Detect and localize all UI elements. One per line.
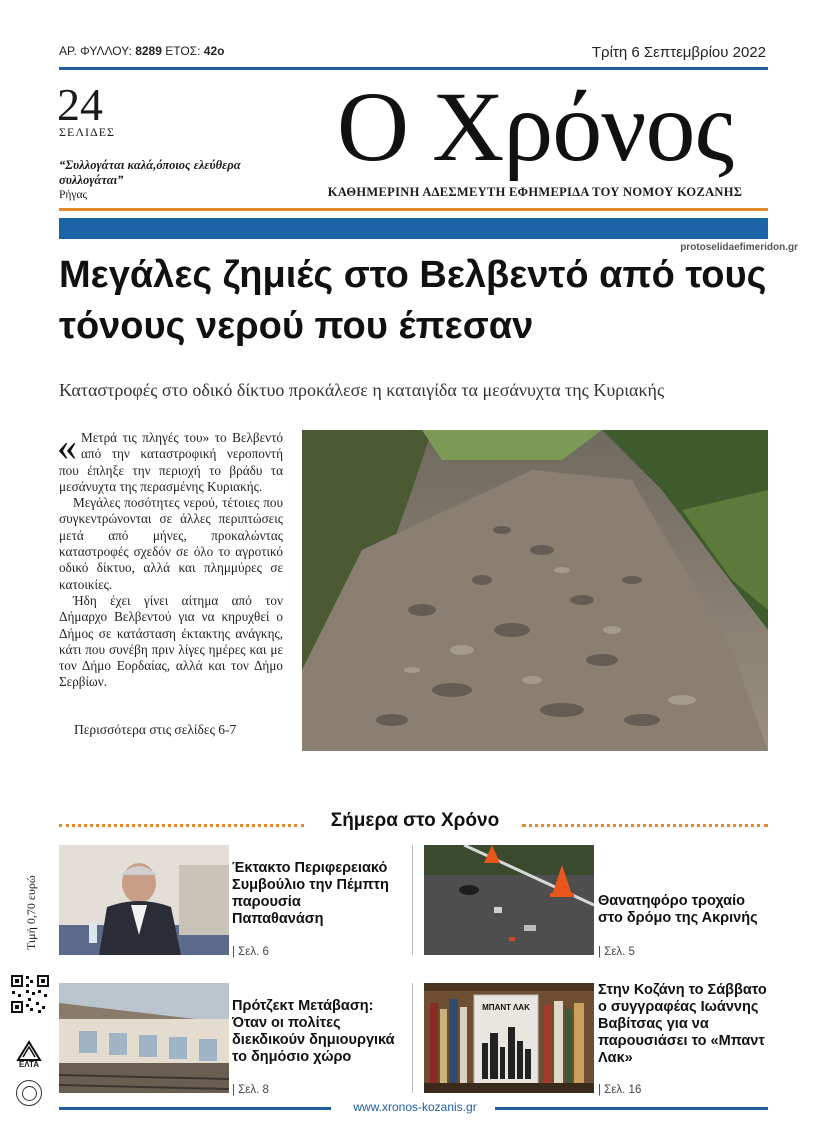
motto-author: Ρήγας: [59, 189, 88, 201]
news-page-council: | Σελ. 6: [232, 946, 269, 958]
news-thumb-book[interactable]: [424, 983, 594, 1093]
lead-headline[interactable]: Μεγάλες ζημιές στο Βελβεντό από τους τόνους νερού που έπεσαν: [59, 254, 767, 347]
lead-photo[interactable]: [302, 430, 768, 751]
issue-info: ΑΡ. ΦΥΛΛΟΥ: 8289 ΕΤΟΣ: 42ο: [59, 44, 225, 58]
masthead-tagline: ΚΑΘΗΜΕΡΙΝΗ ΑΔΕΣΜΕΥΤΗ ΕΦΗΜΕΡΙΔΑ ΤΟΥ ΝΟΜΟΥ ΚΟΖΑΝΗΣ: [327, 185, 743, 199]
masthead-logo: Ο Χρόνος: [336, 71, 734, 182]
book-title: ΜΠΑΝΤ ΛΑΚ: [482, 1003, 530, 1012]
section-title: Σήμερα στο Χρόνο: [330, 810, 500, 831]
lead-subheadline: Καταστροφές στο οδικό δίκτυο προκάλεσε η καταιγίδα τα μεσάνυχτα της Κυριακής: [59, 380, 665, 400]
article-paragraph: « Μετρά τις πληγές του» το Βελβεντό από την καταστροφική νεροποντή που έπληξε την περιοχή το βράδυ τα μεσάνυχτα της περασμένης Κυριακής.: [57, 424, 283, 494]
column-separator: [412, 845, 413, 955]
news-thumb-council[interactable]: [59, 845, 229, 955]
news-page-project: | Σελ. 8: [232, 1084, 269, 1096]
website-link[interactable]: www.xronos-kozanis.gr: [353, 1100, 477, 1114]
article-paragraph: Ήδη έχει γίνει αίτημα από τον Δήμαρχο Βελβεντού για να κηρυχθεί ο Δήμος σε κατάσταση έκτακτης ανάγκης, κάτι που συνέβη πριν λίγες ημέρες και με τον Δήμο Εορδαίας, αλλά και τον Δήμο Σερβίων.: [59, 592, 283, 690]
column-separator: [412, 983, 413, 1093]
lead-more-link[interactable]: Περισσότερα στις σελίδες 6-7: [74, 722, 237, 737]
news-thumb-station[interactable]: [59, 983, 229, 1093]
news-title-accident[interactable]: Θανατηφόρο τροχαίο στο δρόμο της Ακρινής: [598, 893, 758, 926]
news-title-project[interactable]: Πρότζεκτ Μετάβαση: Όταν οι πολίτες διεκδικούν δημιουργικά το δημόσιο χώρο: [232, 998, 395, 1065]
blue-band: [59, 218, 768, 239]
lead-article: [57, 424, 283, 691]
news-page-book: | Σελ. 16: [598, 1084, 642, 1096]
section-dots-right: [522, 824, 768, 827]
elta-label: ΕΛΤΑ: [18, 1060, 40, 1069]
pages-label: ΣΕΛΙΔΕΣ: [59, 125, 116, 139]
news-title-book[interactable]: Στην Κοζάνη το Σάββατο ο συγγραφέας Ιωάννης Βαβίτσας για να παρουσιάσει το «Μπαντ Λακ»: [598, 982, 767, 1066]
top-rule: [59, 67, 768, 70]
issue-date: Τρίτη 6 Σεπτεμβρίου 2022: [591, 44, 766, 61]
news-title-council[interactable]: Έκτακτο Περιφερειακό Συμβούλιο την Πέμπτη παρουσία Παπαθανάση: [232, 860, 389, 927]
pages-number: 24: [57, 79, 103, 130]
quote-mark-icon: «: [57, 424, 77, 469]
footer-rule-right: [495, 1107, 768, 1110]
motto-quote: “Συλλογάται καλά,όποιος ελεύθερα συλλογάται”: [59, 158, 241, 187]
news-thumb-accident[interactable]: [424, 845, 594, 955]
news-page-accident: | Σελ. 5: [598, 946, 635, 958]
watermark: protoselidaefimeridon.gr: [680, 242, 798, 253]
elta-logo-icon: [14, 1038, 44, 1070]
motto: [59, 158, 249, 203]
article-paragraph: Μεγάλες ποσότητες νερού, τέτοιες που συγκεντρώνονται σε άλλες περιπτώσεις μετά από μήνες, προκαλώντας καταστροφές σχεδόν σε όλο το αγροτικό οδικό δίκτυο, αλλά και πλημμύρες σε κατοικίες.: [59, 495, 283, 592]
orange-rule: [59, 208, 768, 211]
qr-code-icon[interactable]: [10, 974, 50, 1014]
price-label: Τιμή 0,70 ευρώ: [24, 875, 38, 950]
damaged-road-image: [302, 430, 768, 751]
